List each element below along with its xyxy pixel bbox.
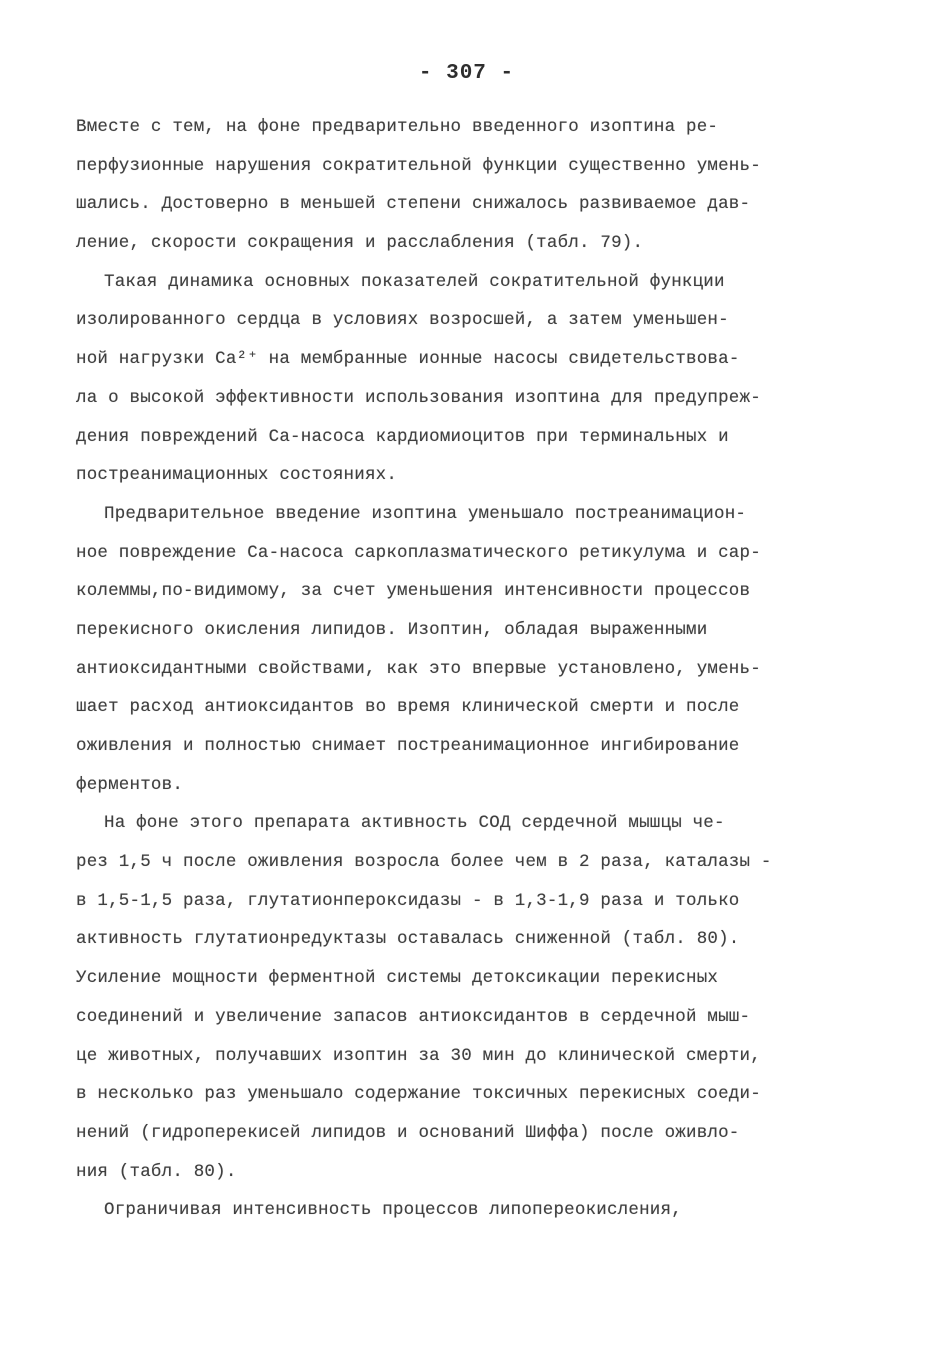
text-line: дения повреждений Ca-насоса кардиомиоцитов при терминальных и: [76, 426, 729, 447]
paragraph: [76, 1191, 846, 1230]
text-line: антиоксидантными свойствами, как это впервые установлено, умень-: [76, 658, 761, 679]
text-line: в несколько раз уменьшало содержание токсичных перекисных соеди-: [76, 1084, 761, 1105]
text-line: в 1,5-1,5 раза, глутатионпероксидазы - в 1,3-1,9 раза и только: [76, 890, 740, 911]
text-line: перфузионные нарушения сократительной функции существенно умень-: [76, 155, 761, 176]
paragraph: [76, 804, 846, 1191]
text-line: нений (гидроперекисей липидов и оснований Шиффа) после оживло-: [76, 1122, 740, 1143]
text-line: соединений и увеличение запасов антиоксидантов в сердечной мыш-: [76, 1006, 751, 1027]
text-line: шались. Достоверно в меньшей степени снижалось развиваемое дав-: [76, 194, 751, 215]
paragraph: [76, 263, 846, 495]
text-line: ление, скорости сокращения и расслабления (табл. 79).: [76, 233, 644, 254]
text-line: На фоне этого препарата активность СОД сердечной мышцы че-: [104, 813, 725, 834]
paragraph: [76, 108, 846, 263]
text-line: ния (табл. 80).: [76, 1161, 237, 1182]
text-line: постреанимационных состояниях.: [76, 465, 398, 486]
body-text: [76, 108, 846, 1230]
text-line: перекисного окисления липидов. Изоптин, обладая выраженными: [76, 619, 708, 640]
paragraph: [76, 495, 846, 805]
text-line: Вместе с тем, на фоне предварительно введенного изоптина ре-: [76, 117, 719, 137]
text-line: Предварительное введение изоптина уменьшало постреанимацион-: [104, 503, 747, 524]
text-line: ной нагрузки Ca²⁺ на мембранные ионные насосы свидетельствова-: [76, 349, 740, 370]
text-line: Такая динамика основных показателей сократительной функции: [104, 271, 725, 292]
text-line: ла о высокой эффективности использования изоптина для предупреж-: [76, 387, 761, 408]
text-line: оживления и полностью снимает постреанимационное ингибирование: [76, 736, 740, 756]
text-line: це животных, получавших изоптин за 30 мин до клинической смерти,: [76, 1045, 761, 1066]
page-number: - 307 -: [418, 62, 515, 85]
text-line: ферментов.: [76, 774, 184, 795]
text-line: Ограничивая интенсивность процессов липопереокисления,: [104, 1200, 682, 1221]
text-line: Усиление мощности ферментной системы детоксикации перекисных: [76, 968, 719, 989]
text-line: шает расход антиоксидантов во время клинической смерти и после: [76, 697, 740, 718]
text-line: рез 1,5 ч после оживления возросла более чем в 2 раза, каталазы -: [76, 852, 772, 873]
text-line: изолированного сердца в условиях возросшей, а затем уменьшен-: [76, 310, 729, 331]
text-line: колеммы,по-видимому, за счет уменьшения интенсивности процессов: [76, 581, 751, 602]
text-line: активность глутатионредуктазы оставалась сниженной (табл. 80).: [76, 929, 740, 950]
text-line: ное повреждение Ca-насоса саркоплазматического ретикулума и сар-: [76, 542, 761, 563]
